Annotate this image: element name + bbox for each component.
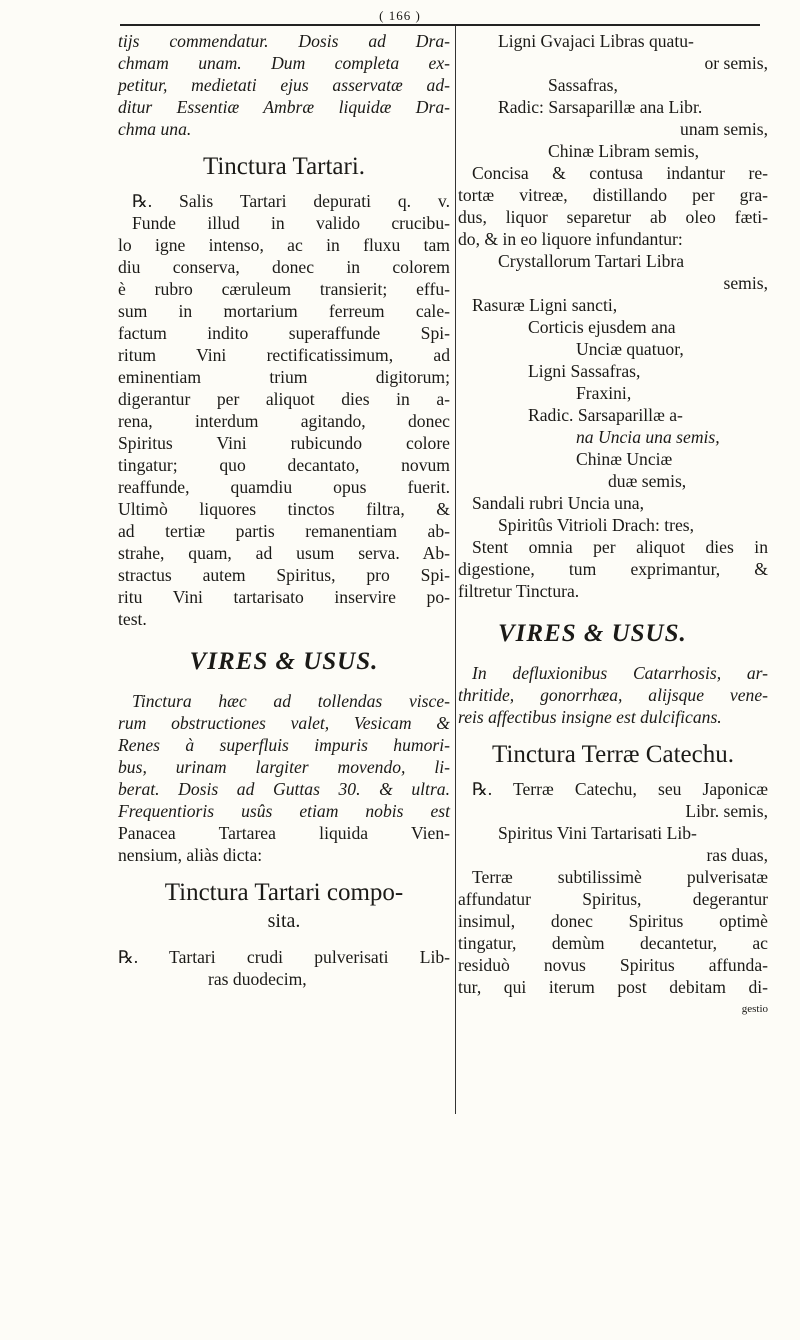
recipe-line: ras duas, (706, 845, 768, 865)
instruction-line: tingatur, demùm decantetur, ac (458, 933, 768, 953)
ingredient-line: Sandali rubri Uncia una, (472, 493, 644, 513)
ingredient-line: duæ semis, (608, 471, 687, 491)
usus-line: Panacea Tartarea liquida Vien- (118, 823, 450, 843)
recipe-line: ad tertiæ partis remanentiam ab- (118, 521, 450, 541)
recipe-line: Ultimò liquores tinctos filtra, & (118, 499, 450, 519)
text-line: tijs commendatur. Dosis ad Dra- (118, 31, 450, 51)
recipe-line: tingatur; quo decantato, novum (118, 455, 450, 475)
vires-usus-heading: VIRES & USUS. (498, 620, 687, 647)
instruction-line: filtretur Tinctura. (458, 581, 580, 601)
recipe-line: reaffunde, quamdiu opus fuerit. (118, 477, 450, 497)
ingredient-line: Ligni Gvajaci Libras quatu- (498, 31, 694, 51)
instruction-line: Concisa & contusa indantur re- (472, 163, 768, 183)
vires-usus-heading: VIRES & USUS. (189, 648, 379, 675)
ingredient-line: or semis, (704, 53, 768, 73)
instruction-line: Stent omnia per aliquot dies in (472, 537, 768, 557)
recipe-line: ritum Vini rectificatissimum, ad (118, 345, 450, 365)
recipe-line: eminentiam trium digitorum; (118, 367, 450, 387)
recipe-line: ritu Vini tartarisato inservire po- (118, 587, 450, 607)
ingredient-line: Chinæ Libram semis, (548, 141, 700, 161)
usus-line: berat. Dosis ad Guttas 30. & ultra. (118, 779, 450, 799)
ingredient-line: Rasuræ Ligni sancti, (472, 295, 618, 315)
column-divider (455, 26, 456, 1114)
instruction-line: insimul, donec Spiritus optimè (458, 911, 768, 931)
ingredient-line: Radic. Sarsaparillæ a- (528, 405, 683, 425)
recipe-line: ℞. Tartari crudi pulverisati Lib- (118, 947, 450, 967)
ingredient-line: Fraxini, (576, 383, 632, 403)
recipe-line: strahe, quam, ad usum serva. Ab- (118, 543, 450, 563)
instruction-line: do, & in eo liquore infundantur: (458, 229, 683, 249)
instruction-line: residuò novus Spiritus affunda- (458, 955, 768, 975)
recipe-line: factum indito superaffunde Spi- (118, 323, 450, 343)
section-heading: Tinctura Terræ Catechu. (492, 741, 734, 768)
recipe-line: sum in mortarium ferreum cale- (118, 301, 450, 321)
recipe-line: ℞. Salis Tartari depurati q. v. (132, 191, 450, 211)
section-heading-cont: sita. (267, 910, 301, 932)
recipe-line: test. (118, 609, 147, 629)
recipe-line: diu conserva, donec in colorem (118, 257, 450, 277)
recipe-line: Spiritus Vini Tartarisati Lib- (498, 823, 697, 843)
ingredient-line: Radic: Sarsaparillæ ana Libr. (498, 97, 703, 117)
instruction-line: affundatur Spiritus, degerantur (458, 889, 768, 909)
recipe-line: rena, interdum agitando, donec (118, 411, 450, 431)
usus-line: rum obstructiones valet, Vesicam & (118, 713, 450, 733)
instruction-line: Terræ subtilissimè pulverisatæ (472, 867, 768, 887)
text-line: petitur, medietati ejus asservatæ ad- (118, 75, 450, 95)
ingredient-line: Ligni Sassafras, (528, 361, 641, 381)
instruction-line: dus, liquor separetur ab oleo fæti- (458, 207, 768, 227)
left-column (118, 30, 450, 990)
recipe-line: Spiritus Vini rubicundo colore (118, 433, 450, 453)
recipe-line: lo igne intenso, ac in fluxu tam (118, 235, 450, 255)
ingredient-line: Chinæ Unciæ (576, 449, 673, 469)
text-line: chma una. (118, 119, 192, 139)
usus-line: Renes à superfluis impuris humori- (118, 735, 450, 755)
section-heading: Tinctura Tartari. (202, 153, 366, 180)
catchword: gestio (741, 1003, 768, 1015)
usus-line: In defluxionibus Catarrhosis, ar- (472, 663, 768, 683)
instruction-line: tur, qui iterum post debitam di- (458, 977, 768, 997)
right-column (458, 30, 768, 1020)
text-line: chmam unam. Dum completa ex- (118, 53, 450, 73)
ingredient-line: na Uncia una semis, (576, 427, 720, 447)
recipe-line: ras duodecim, (208, 969, 307, 989)
usus-line: reis affectibus insigne est dulcificans. (458, 707, 722, 727)
instruction-line: tortæ vitreæ, distillando per gra- (458, 185, 768, 205)
ingredient-line: semis, (723, 273, 768, 293)
recipe-line: Libr. semis, (685, 801, 768, 821)
recipe-line: Funde illud in valido crucibu- (132, 213, 450, 233)
ingredient-line: Spiritûs Vitrioli Drach: tres, (498, 515, 695, 535)
recipe-line: ℞. Terræ Catechu, seu Japonicæ (472, 779, 768, 799)
ingredient-line: Corticis ejusdem ana (528, 317, 676, 337)
usus-line: nensium, aliàs dicta: (118, 845, 263, 865)
page-number: ( 166 ) (379, 8, 421, 23)
recipe-line: digerantur per aliquot dies in a- (118, 389, 450, 409)
usus-line: thritide, gonorrhæa, alijsque vene- (458, 685, 768, 705)
ingredient-line: Unciæ quatuor, (576, 339, 684, 359)
recipe-line: stractus autem Spiritus, pro Spi- (118, 565, 450, 585)
ingredient-line: unam semis, (680, 119, 768, 139)
ingredient-line: Crystallorum Tartari Libra (498, 251, 685, 271)
recipe-line: è rubro cæruleum transierit; effu- (118, 279, 450, 299)
ingredient-line: Sassafras, (548, 75, 618, 95)
usus-line: Tinctura hæc ad tollendas visce- (132, 691, 450, 711)
instruction-line: digestione, tum exprimantur, & (458, 559, 768, 579)
usus-line: Frequentioris usûs etiam nobis est (118, 801, 450, 821)
usus-line: bus, urinam largiter movendo, li- (118, 757, 450, 777)
header-rule (120, 24, 760, 26)
section-heading: Tinctura Tartari compo- (164, 879, 404, 906)
text-line: ditur Essentiæ Ambræ liquidæ Dra- (118, 97, 450, 117)
